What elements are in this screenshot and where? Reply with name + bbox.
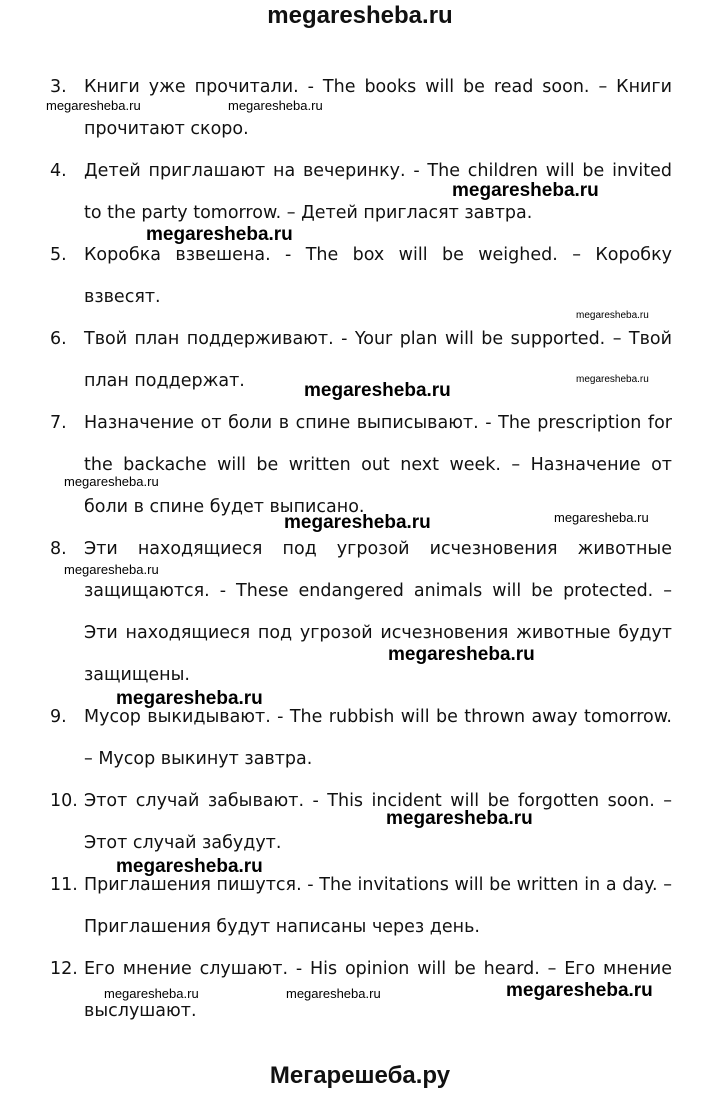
watermark: megaresheba.ru xyxy=(388,644,535,665)
item-number: 12. xyxy=(50,959,78,979)
list-item xyxy=(50,66,672,150)
item-text: Книги уже прочитали. - The books will be read soon. – Книги прочитают скоро. xyxy=(84,77,672,139)
exercise-list xyxy=(50,66,672,1032)
item-text: Коробка взвешена. - The box will be weighed. – Коробку взвесят. xyxy=(84,245,672,307)
item-text: Его мнение слушают. - His opinion will be heard. – Его мнение выслушают. xyxy=(84,959,672,1021)
watermark: megaresheba.ru xyxy=(554,510,649,525)
watermark: megaresheba.ru xyxy=(386,808,533,829)
item-number: 6. xyxy=(50,329,67,349)
item-text: Назначение от боли в спине выписывают. - The prescription for the backache will be written out next week. – Назначение от боли в спине будет выписано. xyxy=(84,413,672,517)
watermark: megaresheba.ru xyxy=(116,688,263,709)
item-text: Приглашения пишутся. - The invitations will be written in a day. – Приглашения будут написаны через день. xyxy=(84,875,672,937)
watermark: megaresheba.ru xyxy=(286,986,381,1001)
page-footer-site: Мегарешеба.ру xyxy=(269,1062,451,1089)
watermark: megaresheba.ru xyxy=(116,856,263,877)
item-number: 7. xyxy=(50,413,67,433)
watermark: megaresheba.ru xyxy=(64,562,159,577)
watermark: megaresheba.ru xyxy=(228,98,323,113)
watermark: megaresheba.ru xyxy=(304,380,451,401)
watermark: megaresheba.ru xyxy=(452,180,599,201)
item-number: 11. xyxy=(50,875,78,895)
item-number: 9. xyxy=(50,707,67,727)
watermark: megaresheba.ru xyxy=(146,224,293,245)
list-item xyxy=(50,234,672,318)
watermark: megaresheba.ru xyxy=(576,310,649,321)
watermark: megaresheba.ru xyxy=(576,374,649,385)
item-number: 10. xyxy=(50,791,78,811)
item-number: 4. xyxy=(50,161,67,181)
page-header-site: megaresheba.ru xyxy=(267,2,453,29)
watermark: megaresheba.ru xyxy=(284,512,431,533)
watermark: megaresheba.ru xyxy=(506,980,653,1001)
list-item xyxy=(50,780,672,864)
watermark: megaresheba.ru xyxy=(46,98,141,113)
item-text: Этот случай забывают. - This incident will be forgotten soon. – Этот случай забудут. xyxy=(84,791,672,853)
item-number: 8. xyxy=(50,539,67,559)
item-number: 3. xyxy=(50,77,67,97)
item-text: Эти находящиеся под угрозой исчезновения животные защищаются. - These endangered animals will be protected. – Эти находящиеся под угрозой исчезновения животные будут защищены. xyxy=(84,539,672,685)
item-text: Детей приглашают на вечеринку. - The children will be invited to the party tomorrow. – Детей пригласят завтра. xyxy=(84,161,672,223)
item-text: Мусор выкидывают. - The rubbish will be thrown away tomorrow. – Мусор выкинут завтра. xyxy=(84,707,672,769)
watermark: megaresheba.ru xyxy=(104,986,199,1001)
item-number: 5. xyxy=(50,245,67,265)
list-item xyxy=(50,528,672,696)
item-text: Твой план поддерживают. - Your plan will be supported. – Твой план поддержат. xyxy=(84,329,672,391)
watermark: megaresheba.ru xyxy=(64,474,159,489)
